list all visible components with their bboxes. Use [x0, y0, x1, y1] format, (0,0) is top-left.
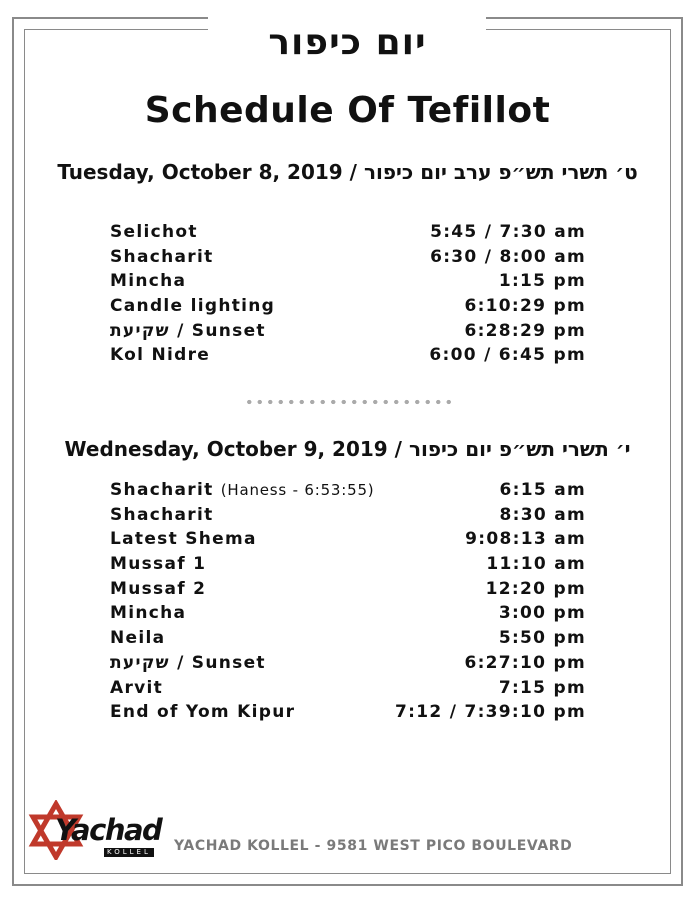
schedule-row: [110, 345, 586, 370]
row-label: Mincha: [110, 271, 187, 292]
schedule-row: [110, 678, 586, 703]
row-label: Candle lighting: [110, 296, 276, 317]
schedule-row: [110, 653, 586, 678]
schedule-row: [110, 480, 586, 505]
row-time: 6:00 / 6:45 pm: [429, 345, 586, 366]
day1-heading: Tuesday, October 8, 2019 / ט׳ תשרי תש״פ ערב יום כיפור: [57, 160, 638, 184]
row-time: 5:50 pm: [498, 628, 586, 649]
schedule-row: [110, 702, 586, 727]
day2-schedule: [110, 480, 586, 727]
row-time: 1:15 pm: [498, 271, 586, 292]
row-note: (Haness - 6:53:55): [220, 481, 375, 499]
dotted-divider: [244, 399, 454, 405]
schedule-row: [110, 222, 586, 247]
row-time: 5:45 / 7:30 am: [430, 222, 586, 242]
schedule-row: [110, 271, 586, 296]
logo-subtitle: KOLLEL: [104, 848, 154, 857]
schedule-row: [110, 554, 586, 579]
logo-wordmark: Yachad: [55, 813, 162, 847]
row-time: 11:10 am: [486, 554, 586, 575]
day1-schedule: [110, 222, 586, 370]
row-label: Shacharit: [110, 246, 214, 267]
yachad-logo: [26, 800, 160, 860]
row-label: Arvit: [110, 677, 164, 698]
schedule-row: [110, 247, 586, 272]
row-time: 6:30 / 8:00 am: [430, 246, 586, 267]
schedule-row: [110, 529, 586, 554]
row-time: 3:00 pm: [498, 603, 586, 624]
row-label: Mincha: [110, 603, 187, 624]
row-time: 6:28:29 pm: [464, 320, 586, 341]
row-label: שקיעת / Sunset: [110, 652, 266, 673]
footer-address: YACHAD KOLLEL - 9581 WEST PICO BOULEVARD: [174, 838, 573, 854]
row-label: שקיעת / Sunset: [110, 320, 266, 341]
schedule-row: [110, 296, 586, 321]
row-label: Neila: [110, 628, 166, 649]
schedule-row: [110, 321, 586, 346]
day2-heading: Wednesday, October 9, 2019 / י׳ תשרי תש״פ יום כיפור: [64, 437, 631, 461]
schedule-row: [110, 628, 586, 653]
row-time: 8:30 am: [499, 504, 586, 525]
schedule-row: [110, 579, 586, 604]
row-time: 12:20 pm: [485, 578, 586, 599]
row-label: Shacharit: [110, 504, 214, 525]
row-time: 6:27:10 pm: [464, 652, 586, 673]
row-time: 9:08:13 am: [465, 529, 586, 550]
schedule-row: [110, 505, 586, 530]
row-label: Mussaf 2: [110, 578, 207, 599]
row-label: Kol Nidre: [110, 345, 211, 366]
page-title: Schedule Of Tefillot: [144, 90, 551, 131]
schedule-row: [110, 603, 586, 628]
row-label: [110, 480, 374, 500]
row-label: Mussaf 1: [110, 554, 207, 575]
row-time: 7:15 pm: [498, 677, 586, 698]
row-time: 6:10:29 pm: [464, 296, 586, 317]
hebrew-title: יום כיפור: [268, 22, 427, 63]
row-time: 6:15 am: [499, 480, 586, 500]
row-label: End of Yom Kipur: [110, 702, 296, 723]
row-label: Latest Shema: [110, 529, 257, 550]
row-label: Selichot: [110, 222, 198, 242]
row-label-text: Shacharit: [110, 480, 214, 500]
row-time: 7:12 / 7:39:10 pm: [395, 702, 586, 723]
